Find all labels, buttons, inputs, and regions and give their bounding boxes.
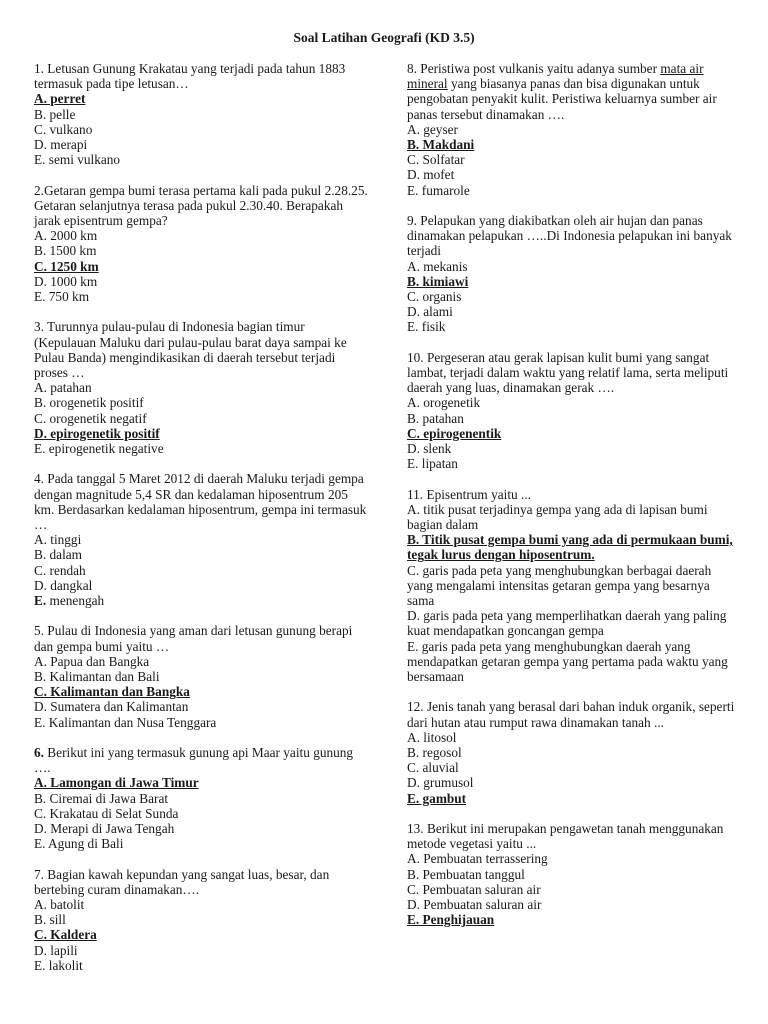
question-4-option-b: B. dalam: [34, 547, 83, 563]
question-6-stem: [34, 745, 369, 775]
question-11-option-d: D. garis pada peta yang memperlihatkan daerah yang paling kuat mendapatkan goncangan gempa: [407, 608, 727, 639]
question-13-stem: 13. Berikut ini merupakan pengawetan tanah menggunakan metode vegetasi yaitu ...: [407, 821, 724, 852]
question-4-option-e-text: menengah: [46, 593, 105, 609]
question-9-option-e: E. fisik: [407, 319, 446, 335]
question-3-option-b: B. orogenetik positif: [34, 395, 144, 411]
question-9-option-b: B. kimiawi: [407, 273, 469, 289]
question-9-option-c: C. organis: [407, 289, 462, 305]
question-9-option-d: D. alami: [407, 304, 453, 320]
question-8: [407, 61, 737, 198]
question-3-stem: 3. Turunnya pulau-pulau di Indonesia bagian timur (Kepulauan Maluku dari pulau-pulau barat daya sampai ke Pulau Banda) mengindikasikan di daerah tersebut terjadi proses …: [34, 319, 347, 381]
question-4-stem: 4. Pada tanggal 5 Maret 2012 di daerah Maluku terjadi gempa dengan magnitude 5,4 SR dan kedalaman hiposentrum 205 km. Berdasarkan kedalaman hiposentrum, gempa ini termasuk …: [34, 471, 367, 533]
question-10-option-d: D. slenk: [407, 441, 452, 457]
question-10: [407, 350, 737, 472]
question-1-option-e: E. semi vulkano: [34, 152, 121, 168]
question-9-option-a: A. mekanis: [407, 258, 468, 274]
question-8-option-d: D. mofet: [407, 167, 455, 183]
question-7-stem: 7. Bagian kawah kepundan yang sangat luas, besar, dan bertebing curam dinamakan….: [34, 866, 330, 897]
document-title: Soal Latihan Geografi (KD 3.5): [293, 30, 475, 45]
question-2: [34, 183, 369, 305]
question-12-option-d: D. grumusol: [407, 775, 474, 791]
question-13-option-b: B. Pembuatan tanggul: [407, 866, 525, 882]
question-8-stem-part-2: yang biasanya panas dan bisa digunakan untuk pengobatan penyakit kulit. Peristiwa keluarnya sumber air panas tersebut dinamakan ….: [407, 76, 717, 122]
question-13-option-c: C. Pembuatan saluran air: [407, 881, 541, 897]
question-13-option-e: E. Penghijauan: [407, 912, 495, 928]
question-12-option-c: C. aluvial: [407, 760, 459, 776]
question-3: [34, 319, 369, 456]
question-3-option-a: A. patahan: [34, 380, 92, 396]
question-12: [407, 699, 737, 805]
question-7: [34, 867, 369, 973]
question-5-option-a: A. Papua dan Bangka: [34, 653, 150, 669]
question-8-option-e: E. fumarole: [407, 182, 470, 198]
question-2-option-c: C. 1250 km: [34, 258, 99, 274]
question-6-option-c: C. Krakatau di Selat Sunda: [34, 805, 179, 821]
question-12-option-a: A. litosol: [407, 729, 457, 745]
question-2-stem: 2.Getaran gempa bumi terasa pertama kali pada pukul 2.28.25. Getaran selanjutnya terasa pada pukul 2.30.40. Berapakah jarak episentrum gempa?: [34, 182, 368, 229]
question-1: [34, 61, 369, 167]
question-10-option-b: B. patahan: [407, 410, 464, 426]
question-5-stem: 5. Pulau di Indonesia yang aman dari letusan gunung berapi dan gempa bumi yaitu …: [34, 623, 353, 654]
question-6-option-e: E. Agung di Bali: [34, 836, 124, 852]
right-column: [407, 61, 737, 943]
question-5-option-e: E. Kalimantan dan Nusa Tenggara: [34, 714, 217, 730]
question-3-option-c: C. orogenetik negatif: [34, 410, 147, 426]
question-1-stem: 1. Letusan Gunung Krakatau yang terjadi pada tahun 1883 termasuk pada tipe letusan…: [34, 61, 346, 92]
question-3-option-d: D. epirogenetik positif: [34, 425, 160, 441]
question-10-option-e: E. lipatan: [407, 456, 458, 472]
question-1-option-d: D. merapi: [34, 137, 88, 153]
question-3-option-e: E. epirogenetik negative: [34, 441, 164, 457]
question-5-option-b: B. Kalimantan dan Bali: [34, 669, 160, 685]
question-4: [34, 471, 369, 608]
question-11-option-b: B. Titik pusat gempa bumi yang ada di permukaan bumi, tegak lurus dengan hiposentrum.: [407, 532, 733, 563]
question-12-stem: 12. Jenis tanah yang berasal dari bahan induk organik, seperti dari hutan atau rumput rawa dinamakan tanah ...: [407, 699, 735, 730]
question-12-option-b: B. regosol: [407, 745, 462, 761]
question-8-option-a: A. geyser: [407, 121, 458, 137]
question-11-stem: 11. Episentrum yaitu ...: [407, 486, 531, 502]
question-8-stem: [407, 61, 737, 122]
question-7-option-a: A. batolit: [34, 897, 85, 913]
question-10-option-a: A. orogenetik: [407, 395, 481, 411]
question-5-option-c: C. Kalimantan dan Bangka: [34, 684, 190, 700]
question-6-option-b: B. Ciremai di Jawa Barat: [34, 790, 169, 806]
question-1-option-c: C. vulkano: [34, 121, 93, 137]
question-11-option-e: E. garis pada peta yang menghubungkan daerah yang mendapatkan getaran gempa yang pertama pada waktu yang bersamaan: [407, 638, 728, 685]
question-11: [407, 487, 737, 685]
question-10-stem: 10. Pergeseran atau gerak lapisan kulit bumi yang sangat lambat, terjadi dalam waktu yang relatif lama, serta meliputi daerah yang luas, dinamakan gerak ….: [407, 349, 729, 396]
question-4-option-e-label: E.: [34, 593, 47, 609]
question-7-option-e: E. lakolit: [34, 957, 83, 973]
question-6: [34, 745, 369, 851]
question-5-option-d: D. Sumatera dan Kalimantan: [34, 699, 189, 715]
question-4-option-e: [34, 593, 369, 608]
question-2-option-e: E. 750 km: [34, 289, 90, 305]
question-1-option-a: A. perret: [34, 91, 86, 107]
question-11-option-a: A. titik pusat terjadinya gempa yang ada di lapisan bumi bagian dalam: [407, 501, 708, 533]
question-8-stem-underlined: mata air mineral: [407, 61, 704, 92]
question-7-option-b: B. sill: [34, 912, 66, 928]
question-4-option-d: D. dangkal: [34, 577, 93, 593]
question-6-stem-text: Berikut ini yang termasuk gunung api Maar yaitu gunung ….: [34, 745, 354, 776]
question-2-option-d: D. 1000 km: [34, 273, 98, 289]
question-6-number: 6.: [34, 745, 44, 761]
question-11-option-c: C. garis pada peta yang menghubungkan berbagai daerah yang mengalami intensitas getaran gempa yang besarnya sama: [407, 562, 712, 609]
question-13-option-a: A. Pembuatan terrassering: [407, 851, 548, 867]
left-column: [34, 61, 369, 988]
question-2-option-a: A. 2000 km: [34, 228, 98, 244]
question-8-stem-part-1: 8. Peristiwa post vulkanis yaitu adanya sumber: [407, 61, 661, 76]
question-7-option-c: C. Kaldera: [34, 927, 97, 943]
question-8-option-b: B. Makdani: [407, 137, 475, 153]
question-4-option-c: C. rendah: [34, 562, 86, 578]
question-1-option-b: B. pelle: [34, 106, 76, 122]
question-8-option-c: C. Solfatar: [407, 152, 465, 168]
question-4-option-a: A. tinggi: [34, 532, 82, 548]
question-9: [407, 213, 737, 335]
question-5: [34, 623, 369, 729]
question-12-option-e: E. gambut: [407, 790, 467, 806]
question-13: [407, 821, 737, 927]
question-2-option-b: B. 1500 km: [34, 243, 97, 259]
question-6-option-d: D. Merapi di Jawa Tengah: [34, 821, 175, 837]
question-10-option-c: C. epirogenentik: [407, 425, 502, 441]
question-7-option-d: D. lapili: [34, 942, 78, 958]
question-13-option-d: D. Pembuatan saluran air: [407, 897, 542, 913]
question-9-stem: 9. Pelapukan yang diakibatkan oleh air hujan dan panas dinamakan pelapukan …..Di Indonesia pelapukan ini banyak terjadi: [407, 213, 732, 259]
question-6-option-a: A. Lamongan di Jawa Timur: [34, 775, 199, 791]
